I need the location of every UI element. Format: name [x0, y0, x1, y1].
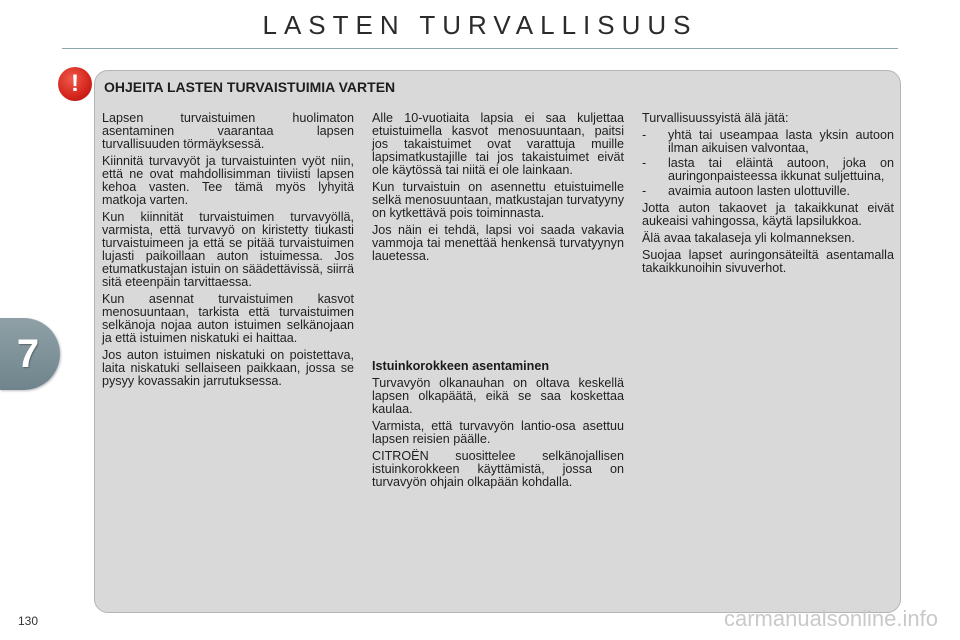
paragraph: Kun asennat turvaistuimen kasvot menosuuntaan, tarkista että turvaistuimen selkänoja nojaa auton istuimen selkänojaan ja että istuimen niskatuki ei haittaa. — [102, 292, 354, 345]
paragraph: Suojaa lapset auringonsäteiltä asentamalla takaikkunoihin sivuverhot. — [642, 248, 894, 275]
paragraph: Turvavyön olkanauhan on oltava keskellä lapsen olkapäätä, eikä se saa koskettaa kaulaa. — [372, 376, 624, 416]
section-title: OHJEITA LASTEN TURVAISTUIMIA VARTEN — [104, 79, 396, 95]
list-item: - lasta tai eläintä autoon, joka on auringonpaisteessa ikkunat suljettuina, — [642, 157, 894, 183]
column-1 — [102, 112, 354, 392]
paragraph: Alle 10-vuotiaita lapsia ei saa kuljettaa etuistuimella kasvot menosuuntaan, paitsi jos takaistuimet ovat varattuja muille lapsimatkustajille tai jos takaistuimet eivät ole käytössä tai niitä ei ole lainkaan. — [372, 111, 624, 177]
chapter-tab — [0, 318, 60, 390]
paragraph: Jos näin ei tehdä, lapsi voi saada vakavia vammoja tai menettää henkensä turvatyynyn lauetessa. — [372, 223, 624, 263]
column-2-subsection — [372, 377, 624, 493]
paragraph: Jotta auton takaovet ja takaikkunat eivät aukeaisi vahingossa, käytä lapsilukkoa. — [642, 201, 894, 228]
paragraph: Kun kiinnität turvaistuimen turvavyöllä, varmista, että turvavyö on kiristetty tiukasti turvaistuimeen ja että se pitää turvaistuimen lujasti paikoillaan auton istuimessa. Jos etumatkustajan istuin on säädettävissä, siirrä sitä eteenpäin tarvittaessa. — [102, 210, 354, 289]
column-2 — [372, 112, 624, 267]
paragraph: Varmista, että turvavyön lantio-osa asettuu lapsen reisien päälle. — [372, 419, 624, 446]
page-number: 130 — [18, 614, 39, 628]
dash-list — [642, 129, 894, 198]
paragraph: Kiinnitä turvavyöt ja turvaistuinten vyöt niin, että ne ovat mahdollisimman tiiviisti lapsen kehoa vasten. Tee tämä myös lyhyitä matkoja varten. — [102, 154, 354, 207]
paragraph: Kun turvaistuin on asennettu etuistuimelle selkä menosuuntaan, matkustajan turvatyyny on kytkettävä pois toiminnasta. — [372, 180, 625, 220]
page-title: LASTEN TURVALLISUUS — [262, 10, 698, 40]
watermark: carmanualsonline.info — [723, 606, 938, 631]
column-3 — [642, 112, 894, 279]
paragraph: Älä avaa takalaseja yli kolmanneksen. — [642, 231, 855, 245]
list-intro: Turvallisuussyistä älä jätä: — [642, 111, 789, 125]
chapter-number: 7 — [16, 332, 40, 376]
list-item: - avaimia autoon lasten ulottuville. — [642, 185, 894, 198]
paragraph: Lapsen turvaistuimen huolimaton asentaminen vaarantaa lapsen turvallisuuden törmäyksessä. — [102, 111, 354, 151]
warning-icon: ! — [58, 67, 92, 101]
paragraph: CITROËN suosittelee selkänojallisen istuinkorokkeen käyttämistä, jossa on turvavyön ohjain olkapään kohdalla. — [372, 449, 624, 489]
paragraph: Jos auton istuimen niskatuki on poistettava, laita niskatuki sellaiseen paikkaan, jossa se pysyy kovassakin jarrutuksessa. — [102, 348, 354, 388]
title-divider — [62, 48, 898, 49]
subsection-heading: Istuinkorokkeen asentaminen — [372, 359, 550, 373]
list-item: - yhtä tai useampaa lasta yksin autoon ilman aikuisen valvontaa, — [642, 129, 894, 155]
